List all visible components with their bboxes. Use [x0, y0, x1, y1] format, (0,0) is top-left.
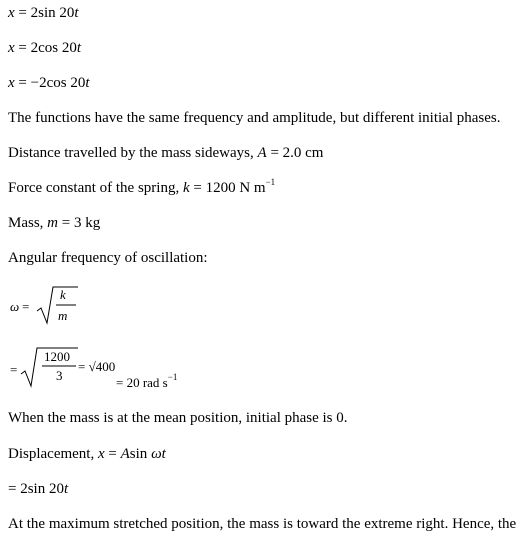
- var-omega-t: ωt: [151, 446, 166, 462]
- force-prefix: Force constant of the spring,: [8, 180, 183, 196]
- displacement-result-line: [8, 480, 68, 498]
- max-stretch-sentence: At the maximum stretched position, the mass is toward the extreme right. Hence, the: [8, 516, 517, 532]
- var-t: t: [63, 481, 69, 497]
- omega-symbol: ω: [10, 299, 20, 314]
- var-t: t: [85, 75, 90, 91]
- omega-computation: [8, 346, 208, 396]
- equation-line-3: [8, 74, 90, 92]
- result-value: = 20 rad s: [116, 375, 168, 390]
- distance-line: [8, 144, 323, 162]
- disp-equals: =: [104, 446, 121, 462]
- mass-value: = 3 kg: [58, 215, 101, 231]
- var-A: A: [257, 145, 267, 161]
- var-x: x: [97, 446, 105, 462]
- mean-position-sentence: When the mass is at the mean position, initial phase is 0.: [8, 410, 348, 426]
- disp-result: = 2sin 20: [8, 481, 64, 497]
- fraction-num-1200: 1200: [44, 349, 70, 364]
- mass-line: [8, 214, 100, 232]
- distance-prefix: Distance travelled by the mass sideways,: [8, 145, 258, 161]
- disp-prefix: Displacement,: [8, 446, 98, 462]
- var-t: t: [74, 5, 79, 21]
- force-exponent: −1: [265, 177, 276, 187]
- equals-sign: =: [10, 362, 18, 377]
- eq-text: = 2cos 20: [14, 40, 77, 56]
- var-t: t: [76, 40, 82, 56]
- var-x: x: [8, 40, 15, 56]
- eq-text: = 2sin 20: [14, 5, 75, 21]
- var-A: A: [120, 446, 130, 462]
- var-m: m: [47, 215, 59, 231]
- force-constant-line: [8, 179, 275, 197]
- mass-prefix: Mass,: [8, 215, 48, 231]
- force-value: = 1200 N m: [189, 180, 266, 196]
- omega-result: [116, 372, 178, 392]
- result-exponent: −1: [167, 372, 178, 382]
- var-k: k: [182, 180, 190, 196]
- fraction-num-k: k: [60, 287, 66, 302]
- angular-frequency-label: Angular frequency of oscillation:: [8, 250, 208, 266]
- displacement-line: [8, 445, 166, 463]
- omega-formula: [8, 283, 88, 329]
- var-x: x: [8, 75, 15, 91]
- eq-text: = −2cos 20: [14, 75, 86, 91]
- disp-sin: sin: [129, 446, 152, 462]
- fraction-den-3: 3: [56, 368, 63, 383]
- fraction-den-m: m: [58, 308, 68, 323]
- var-x: x: [8, 5, 15, 21]
- omega-equals: =: [22, 299, 30, 314]
- equation-line-2: [8, 39, 81, 57]
- equation-line-1: [8, 4, 79, 22]
- sqrt-400: = √400: [78, 359, 116, 374]
- phase-sentence: The functions have the same frequency and amplitude, but different initial phases.: [8, 110, 501, 126]
- distance-value: = 2.0 cm: [266, 145, 324, 161]
